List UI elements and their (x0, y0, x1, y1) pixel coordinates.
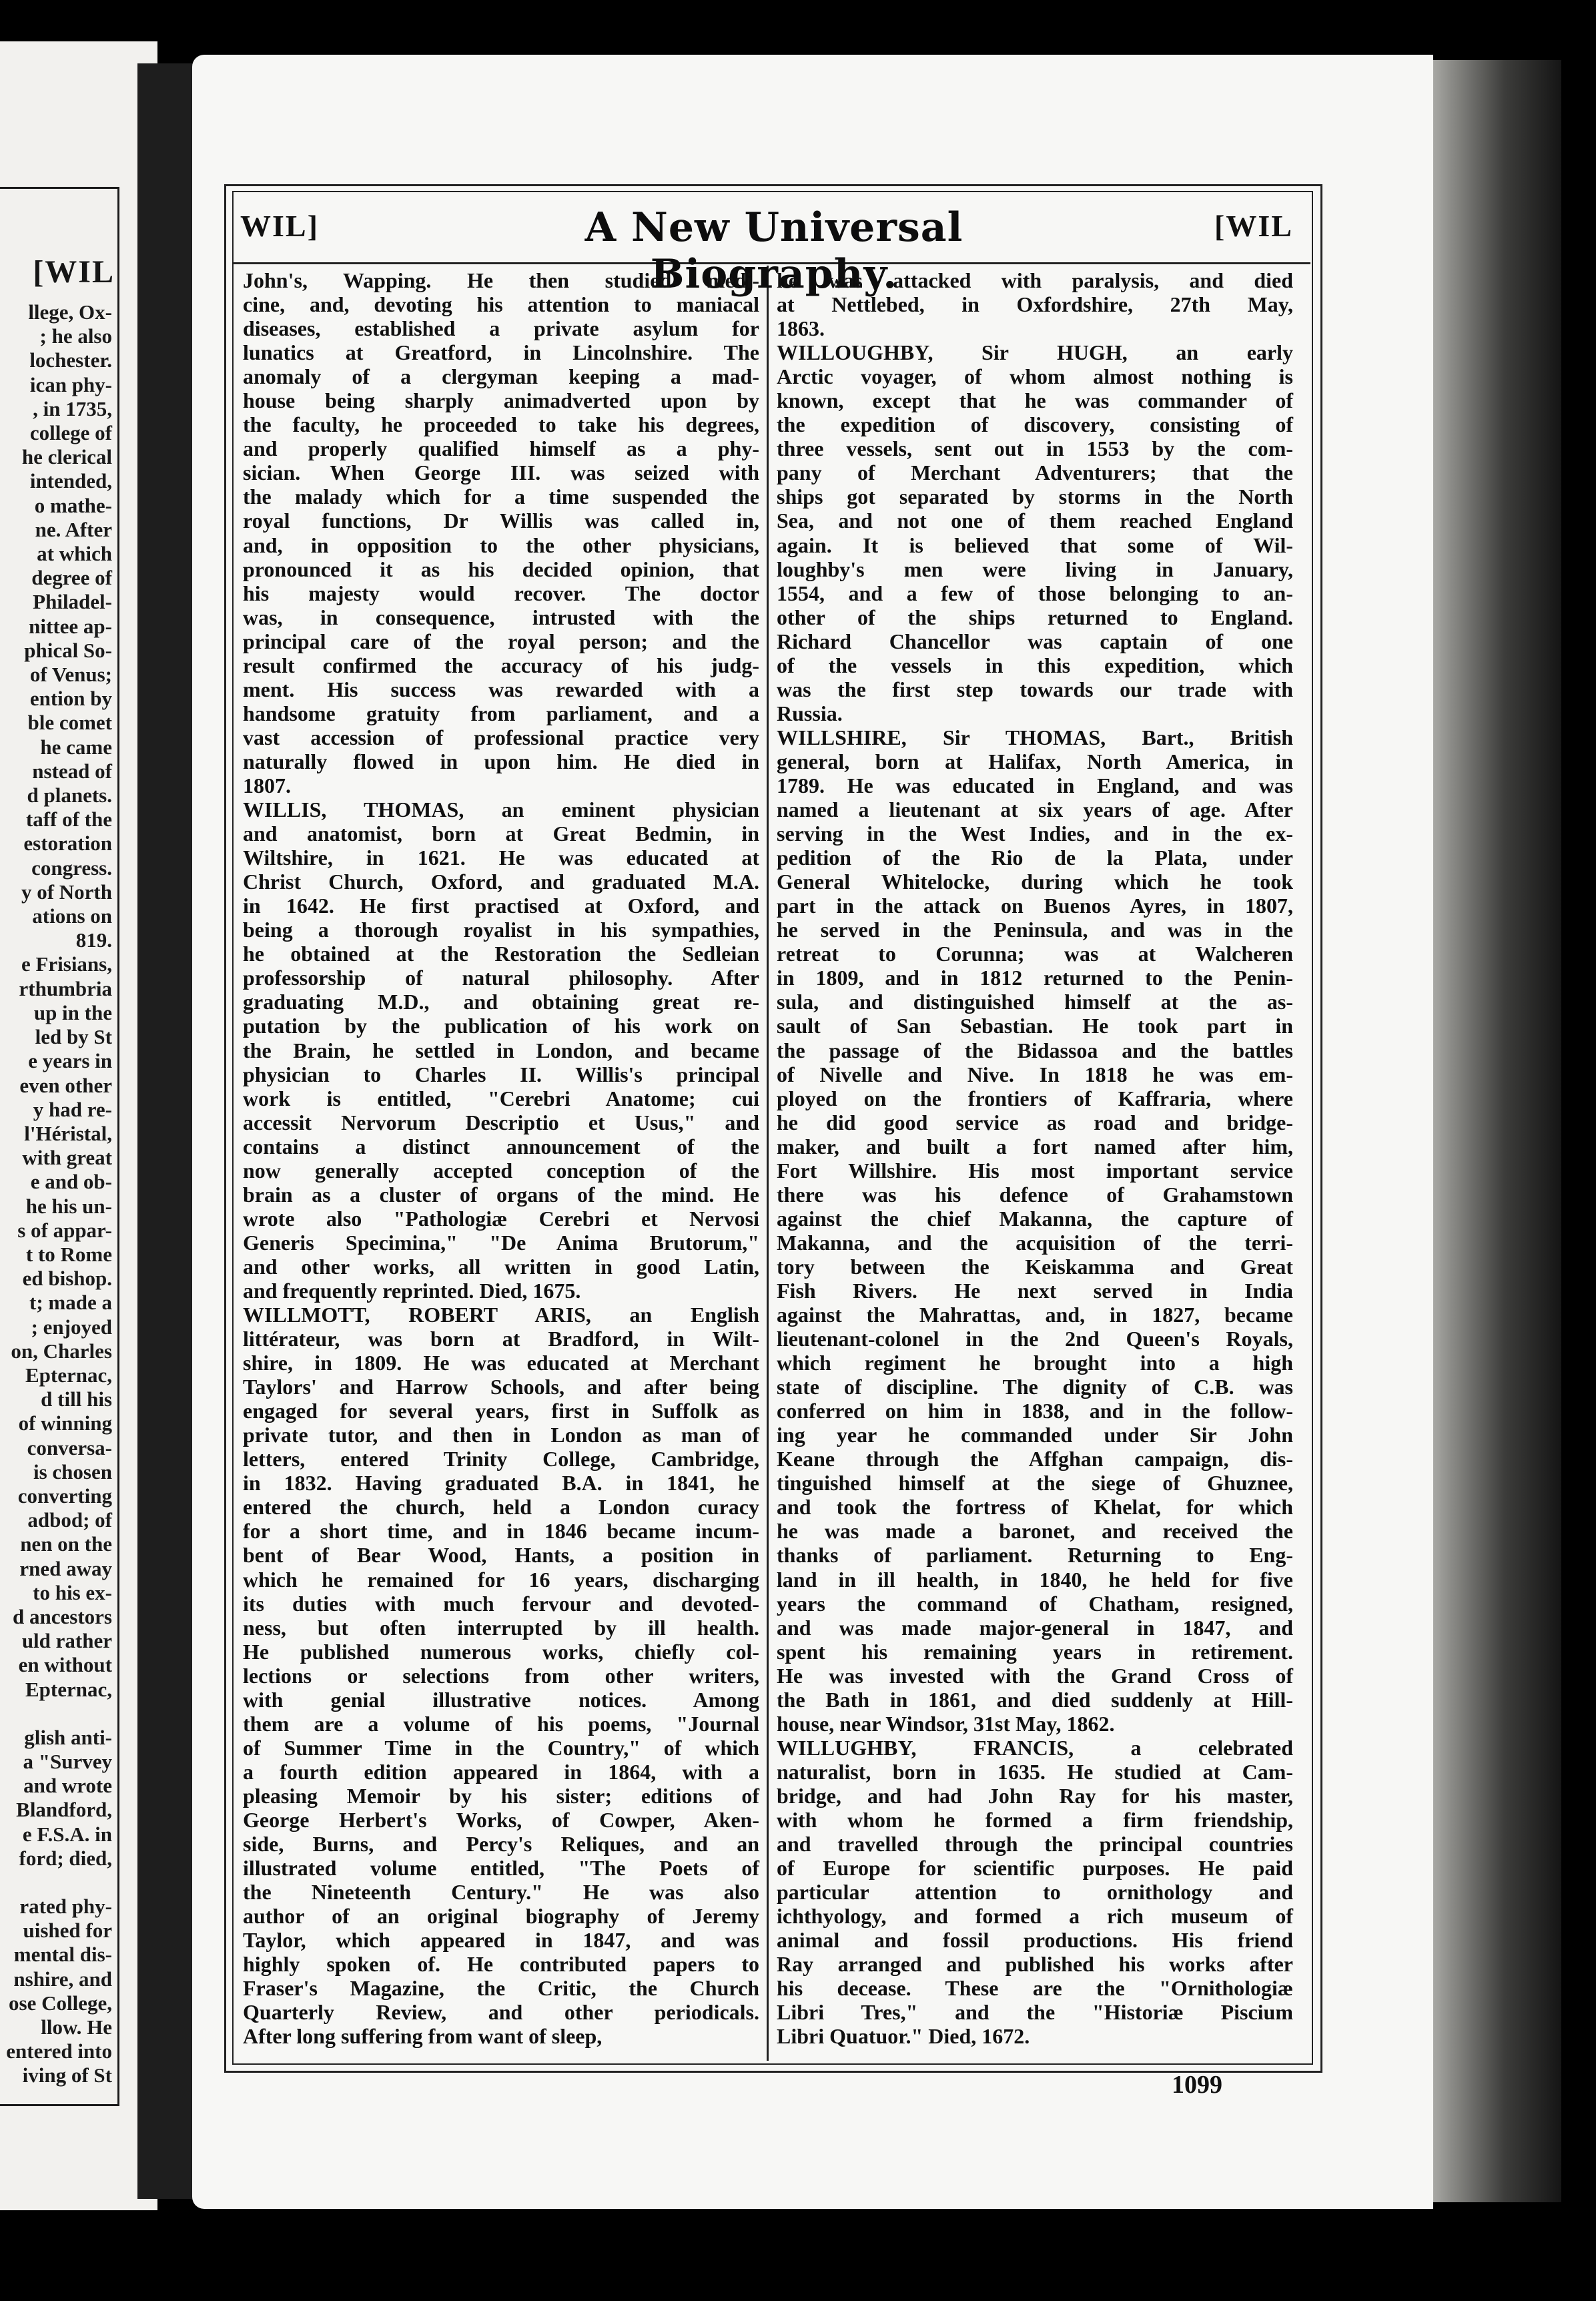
facing-page-line: ention by (29, 687, 112, 711)
text-line: he did good service as road and bridge- (777, 1110, 1293, 1134)
text-line: now generally accepted conception of the (243, 1158, 759, 1183)
facing-page-header: [WIL (33, 254, 115, 290)
text-line: the expedition of discovery, consisting of (777, 412, 1293, 437)
text-line: was the first step towards our trade with (777, 677, 1293, 701)
facing-page-line: congress. (31, 856, 112, 880)
facing-page-line: d ancestors (13, 1604, 112, 1628)
text-line: particular attention to ornithology and (777, 1880, 1293, 1905)
text-line: named a lieutenant at six years of age. After (777, 797, 1293, 822)
facing-page-line: of winning (18, 1411, 112, 1435)
text-line: he was attacked with paralysis, and died (777, 268, 1293, 292)
facing-page-line: degree of (31, 566, 112, 590)
facing-page-line: en without (18, 1653, 112, 1677)
text-line: littérateur, was born at Bradford, in Wilt- (243, 1327, 759, 1351)
text-line: Fort Willshire. His most important service (777, 1158, 1293, 1183)
text-line: the malady which for a time suspended the (243, 484, 759, 509)
facing-page-line: taff of the (25, 807, 112, 832)
facing-page-line: estoration (23, 832, 112, 856)
text-line: letters, entered Trinity College, Cambridge, (243, 1447, 759, 1471)
text-line: his majesty would recover. The doctor (243, 581, 759, 605)
text-line: at Nettlebed, in Oxfordshire, 27th May, (777, 292, 1293, 317)
text-line: other of the ships returned to England. (777, 605, 1293, 629)
text-line: highly spoken of. He contributed papers to (243, 1952, 759, 1977)
text-line: serving in the West Indies, and in the ex- (777, 821, 1293, 846)
facing-page-line: 819. (75, 928, 112, 952)
left-text-column (243, 268, 759, 2048)
text-line: thanks of parliament. Returning to Eng- (777, 1543, 1293, 1568)
text-line: the Nineteenth Century." He was also (243, 1880, 759, 1905)
text-line: ships got separated by storms in the North (777, 484, 1293, 509)
text-line: WILLMOTT, ROBERT ARIS, an English (243, 1303, 759, 1327)
facing-page-line: at which (37, 542, 112, 566)
facing-page-line: mental dis- (13, 1943, 112, 1967)
text-line: house, near Windsor, 31st May, 1862. (777, 1711, 1115, 1736)
text-line: the faculty, he proceeded to take his degrees, (243, 412, 759, 437)
facing-page-line: ne. After (35, 517, 112, 541)
text-line: ment. His success was rewarded with a (243, 677, 759, 701)
text-line: Taylors' and Harrow Schools, and after being (243, 1375, 759, 1399)
text-line: the Brain, he settled in London, and became (243, 1038, 759, 1062)
text-line: he obtained at the Restoration the Sedleian (243, 942, 759, 966)
running-head-right: [WIL (1214, 209, 1293, 243)
facing-page-line: e Frisians, (21, 952, 112, 976)
text-line: the passage of the Bidassoa and the battles (777, 1038, 1293, 1062)
text-line: 1789. He was educated in England, and was (777, 773, 1293, 797)
text-line: loughby's men were living in January, (777, 557, 1293, 581)
text-line: and took the fortress of Khelat, for which (777, 1495, 1293, 1520)
text-line: pronounced it as his decided opinion, that (243, 557, 759, 581)
facing-page-line: he came (40, 735, 112, 759)
text-line: WILLIS, THOMAS, an eminent physician (243, 797, 759, 822)
text-line: Keane through the Affghan campaign, dis- (777, 1447, 1293, 1471)
right-text-column (777, 268, 1293, 2048)
text-line: sula, and distinguished himself at the as- (777, 990, 1293, 1014)
facing-page-line: up in the (33, 1000, 112, 1024)
text-line: entered the church, held a London curacy (243, 1495, 759, 1520)
text-line: known, except that he was commander of (777, 388, 1293, 413)
text-line: his decease. These are the "Ornithologiæ (777, 1976, 1293, 2001)
text-line: he served in the Peninsula, and was in the (777, 918, 1293, 942)
text-line: lieutenant-colonel in the 2nd Queen's Royals, (777, 1327, 1293, 1351)
facing-page-line: intended, (29, 469, 112, 493)
text-line: Arctic voyager, of whom almost nothing is (777, 364, 1293, 389)
text-line: illustrated volume entitled, "The Poets of (243, 1856, 759, 1881)
facing-page-line (0, 1871, 112, 1895)
facing-page-line: adbod; of (27, 1508, 112, 1532)
text-line: work is entitled, "Cerebri Anatome; cui (243, 1086, 759, 1110)
text-line: a fourth edition appeared in 1864, with a (243, 1759, 759, 1784)
text-line: pleasing Memoir by his sister; editions of (243, 1783, 759, 1808)
text-line: putation by the publication of his work on (243, 1014, 759, 1038)
text-line: ness, but often interrupted by ill health. (243, 1615, 759, 1640)
text-line: private tutor, and then in London as man of (243, 1423, 759, 1447)
text-line: ichthyology, and formed a rich museum of (777, 1904, 1293, 1929)
text-line: George Herbert's Works, of Cowper, Aken- (243, 1808, 759, 1832)
text-line: vast accession of professional practice very (243, 725, 759, 749)
facing-page-line: s of appar- (17, 1218, 112, 1242)
text-line: physician to Charles II. Willis's principal (243, 1062, 759, 1086)
facing-page-line: lochester. (29, 348, 112, 372)
facing-page-line: phical So- (24, 638, 112, 662)
text-line: bridge, and had John Ray for his master, (777, 1783, 1293, 1808)
facing-page-line: nstead of (32, 759, 112, 783)
text-line: lections or selections from other writers, (243, 1663, 759, 1688)
text-line: principal care of the royal person; and the (243, 629, 759, 653)
text-line: Fish Rivers. He next served in India (777, 1278, 1293, 1303)
text-line: its duties with much fervour and devoted- (243, 1591, 759, 1616)
text-line: Makanna, and the acquisition of the terri- (777, 1230, 1293, 1255)
facing-page-line: rned away (19, 1556, 112, 1580)
facing-page-line: Philadel- (33, 590, 112, 614)
facing-page-line: nen on the (20, 1532, 112, 1556)
facing-page-line: conversa- (27, 1435, 112, 1459)
facing-page-line: rthumbria (19, 976, 112, 1000)
text-line: royal functions, Dr Willis was called in, (243, 509, 759, 533)
text-line: author of an original biography of Jeremy (243, 1904, 759, 1929)
facing-page-line: Epternac, (25, 1677, 112, 1701)
text-line: WILLOUGHBY, Sir HUGH, an early (777, 340, 1293, 365)
text-line: retreat to Corunna; was at Walcheren (777, 942, 1293, 966)
facing-page-line: e years in (28, 1049, 112, 1073)
facing-page-text (0, 300, 112, 2088)
text-line: and travelled through the principal countries (777, 1832, 1293, 1857)
text-line: Libri Quatuor." Died, 1672. (777, 2024, 1030, 2049)
text-line: Christ Church, Oxford, and graduated M.A. (243, 870, 759, 894)
text-line: Fraser's Magazine, the Critic, the Church (243, 1976, 759, 2001)
text-line: and properly qualified himself as a phy- (243, 436, 759, 461)
facing-page-line: nittee ap- (29, 614, 112, 638)
text-line: naturally flowed in upon him. He died in (243, 749, 759, 773)
text-line: tory between the Keiskamma and Great (777, 1254, 1293, 1279)
text-line: diseases, established a private asylum for (243, 316, 759, 341)
text-line: in 1809, and in 1812 returned to the Penin- (777, 966, 1293, 990)
text-line: spent his remaining years in retirement. (777, 1639, 1293, 1664)
text-line: general, born at Halifax, North America, in (777, 749, 1293, 773)
facing-page-line: even other (19, 1073, 112, 1097)
facing-page-line: uld rather (21, 1629, 112, 1653)
running-title: A New Universal Biography. (584, 204, 963, 298)
text-line: graduating M.D., and obtaining great re- (243, 990, 759, 1014)
text-line: years the command of Chatham, resigned, (777, 1591, 1293, 1616)
text-line: with genial illustrative notices. Among (243, 1687, 759, 1712)
text-line: brain as a cluster of organs of the mind. He (243, 1182, 759, 1207)
text-line: Quarterly Review, and other periodicals. (243, 2000, 759, 2025)
facing-page-line: y of North (21, 880, 112, 904)
text-line: 1554, and a few of those belonging to an- (777, 581, 1293, 605)
text-line: Generis Specimina," "De Anima Brutorum," (243, 1230, 759, 1255)
text-line: and other works, all written in good Latin, (243, 1254, 759, 1279)
running-head-left: WIL] (240, 209, 319, 243)
facing-page-line: t to Rome (25, 1242, 112, 1266)
facing-page-line: y had re- (33, 1097, 112, 1121)
text-line: in 1642. He first practised at Oxford, and (243, 894, 759, 918)
text-line: side, Burns, and Percy's Reliques, and an (243, 1832, 759, 1857)
text-line: and frequently reprinted. Died, 1675. (243, 1278, 581, 1303)
column-rule (767, 266, 769, 2061)
facing-page-line: Blandford, (16, 1798, 112, 1822)
facing-page-line: o mathe- (34, 493, 112, 517)
text-line: 1807. (243, 773, 291, 797)
facing-page-line: ed bishop. (22, 1267, 112, 1291)
text-line: wrote also "Pathologiæ Cerebri et Nervosi (243, 1206, 759, 1231)
facing-page-line: with great (22, 1146, 112, 1170)
text-line: After long suffering from want of sleep, (243, 2024, 603, 2049)
text-line: sician. When George III. was seized with (243, 460, 759, 485)
text-line: against the chief Makanna, the capture of (777, 1206, 1293, 1231)
text-line: and was made major-general in 1847, and (777, 1615, 1293, 1640)
text-line: of Europe for scientific purposes. He paid (777, 1856, 1293, 1881)
text-line: He was invested with the Grand Cross of (777, 1663, 1293, 1688)
text-line: handsome gratuity from parliament, and a (243, 701, 759, 725)
text-line: ing year he commanded under Sir John (777, 1423, 1293, 1447)
text-line: Wiltshire, in 1621. He was educated at (243, 846, 759, 870)
text-line: animal and fossil productions. His friend (777, 1928, 1293, 1953)
facing-page-line: he clerical (21, 445, 112, 469)
text-line: three vessels, sent out in 1553 by the com- (777, 436, 1293, 461)
facing-page-line: d till his (41, 1387, 112, 1411)
facing-page-line: is chosen (33, 1459, 112, 1484)
text-line: house being sharply animadverted upon by (243, 388, 759, 413)
text-line: He published numerous works, chiefly col- (243, 1639, 759, 1664)
facing-page-line: ose College, (9, 1991, 112, 2015)
text-line: part in the attack on Buenos Ayres, in 1807, (777, 894, 1293, 918)
text-line: which he remained for 16 years, discharging (243, 1567, 759, 1592)
text-line: sault of San Sebastian. He took part in (777, 1014, 1293, 1038)
facing-page-line: entered into (6, 2039, 112, 2063)
text-line: Sea, and not one of them reached England (777, 509, 1293, 533)
facing-page-line: he his un- (25, 1194, 112, 1218)
text-line: Richard Chancellor was captain of one (777, 629, 1293, 653)
facing-page-line: e F.S.A. in (22, 1822, 112, 1846)
facing-page-line: converting (17, 1484, 112, 1508)
text-line: there was his defence of Grahamstown (777, 1182, 1293, 1207)
facing-page-line: iving of St (22, 2063, 112, 2087)
text-line: engaged for several years, first in Suffolk as (243, 1399, 759, 1423)
text-line: 1863. (777, 316, 825, 341)
text-line: result confirmed the accuracy of his judg- (243, 653, 759, 677)
text-line: anomaly of a clergyman keeping a mad- (243, 364, 759, 389)
facing-page-line: nshire, and (13, 1967, 112, 1991)
text-line: the Bath in 1861, and died suddenly at Hill- (777, 1687, 1293, 1712)
facing-page-line: e and ob- (30, 1170, 112, 1194)
facing-page-line: , in 1735, (33, 396, 112, 420)
text-line: ployed on the frontiers of Kaffraria, where (777, 1086, 1293, 1110)
facing-page-line: glish anti- (24, 1725, 112, 1749)
text-line: of the vessels in this expedition, which (777, 653, 1293, 677)
facing-page-line: rated phy- (19, 1895, 112, 1918)
text-line: of Summer Time in the Country," of which (243, 1735, 759, 1760)
text-line: with whom he formed a firm friendship, (777, 1808, 1293, 1832)
text-line: he was made a baronet, and received the (777, 1519, 1293, 1544)
text-line: bent of Bear Wood, Hants, a position in (243, 1543, 759, 1568)
facing-page-line: to his ex- (33, 1580, 112, 1604)
facing-page (0, 41, 157, 2210)
text-line: was, in consequence, intrusted with the (243, 605, 759, 629)
facing-page-line: t; made a (29, 1291, 112, 1315)
text-line: tinguished himself at the siege of Ghuznee, (777, 1471, 1293, 1496)
facing-page-line: l'Héristal, (24, 1121, 112, 1145)
text-line: conferred on him in 1838, and in the follow- (777, 1399, 1293, 1423)
text-line: against the Mahrattas, and, in 1827, became (777, 1303, 1293, 1327)
text-line: Russia. (777, 701, 843, 725)
facing-page-line: d planets. (27, 783, 112, 807)
facing-page-line: college of (29, 421, 112, 445)
text-line: professorship of natural philosophy. After (243, 966, 759, 990)
text-line: WILLSHIRE, Sir THOMAS, Bart., British (777, 725, 1293, 749)
text-line: pany of Merchant Adventurers; that the (777, 460, 1293, 485)
text-line: naturalist, born in 1635. He studied at Cam- (777, 1759, 1293, 1784)
page-number: 1099 (1172, 2071, 1222, 2099)
facing-page-line: ; enjoyed (31, 1315, 112, 1339)
facing-page-line: llow. He (41, 2015, 112, 2039)
facing-page-line: ican phy- (29, 372, 112, 396)
text-line: being a thorough royalist in his sympathies, (243, 918, 759, 942)
text-line: again. It is believed that some of Wil- (777, 533, 1293, 557)
text-line: which regiment he brought into a high (777, 1351, 1293, 1375)
text-line: contains a distinct announcement of the (243, 1134, 759, 1159)
facing-page-line: ; he also (39, 324, 112, 348)
text-line: lunatics at Greatford, in Lincolnshire. The (243, 340, 759, 365)
text-line: land in ill health, in 1840, he held for five (777, 1567, 1293, 1592)
facing-page-line: a "Survey (23, 1749, 112, 1773)
facing-page-line: ford; died, (19, 1846, 112, 1870)
text-line: General Whitelocke, during which he took (777, 870, 1293, 894)
text-line: and anatomist, born at Great Bedmin, in (243, 821, 759, 846)
text-line: pedition of the Rio de la Plata, under (777, 846, 1293, 870)
facing-page-line: Epternac, (25, 1363, 112, 1387)
text-line: cine, and, devoting his attention to maniacal (243, 292, 759, 317)
text-line: Ray arranged and published his works after (777, 1952, 1293, 1977)
text-line: for a short time, and in 1846 became incum- (243, 1519, 759, 1544)
text-line: maker, and built a fort named after him, (777, 1134, 1293, 1159)
text-line: Taylor, which appeared in 1847, and was (243, 1928, 759, 1953)
text-line: them are a volume of his poems, "Journal (243, 1711, 759, 1736)
text-line: in 1832. Having graduated B.A. in 1841, he (243, 1471, 759, 1496)
facing-page-line: and wrote (23, 1774, 112, 1798)
text-line: WILLUGHBY, FRANCIS, a celebrated (777, 1735, 1293, 1760)
facing-page-line: uished for (23, 1919, 112, 1943)
facing-page-line: llege, Ox- (28, 300, 112, 324)
text-line: John's, Wapping. He then studied medi- (243, 268, 759, 292)
text-line: state of discipline. The dignity of C.B. was (777, 1375, 1293, 1399)
facing-page-line: led by St (35, 1025, 112, 1049)
text-line: and, in opposition to the other physicians, (243, 533, 759, 557)
facing-page-line: on, Charles (11, 1339, 112, 1363)
facing-page-line: ations on (32, 904, 112, 928)
text-line: shire, in 1809. He was educated at Merchant (243, 1351, 759, 1375)
text-line: Libri Tres," and the "Historiæ Piscium (777, 2000, 1293, 2025)
facing-page-line: of Venus; (29, 663, 112, 687)
text-line: accessit Nervorum Descriptio et Usus," and (243, 1110, 759, 1134)
facing-page-line: ble comet (27, 711, 112, 735)
facing-page-line (0, 1702, 112, 1726)
text-line: of Nivelle and Nive. In 1818 he was em- (777, 1062, 1293, 1086)
